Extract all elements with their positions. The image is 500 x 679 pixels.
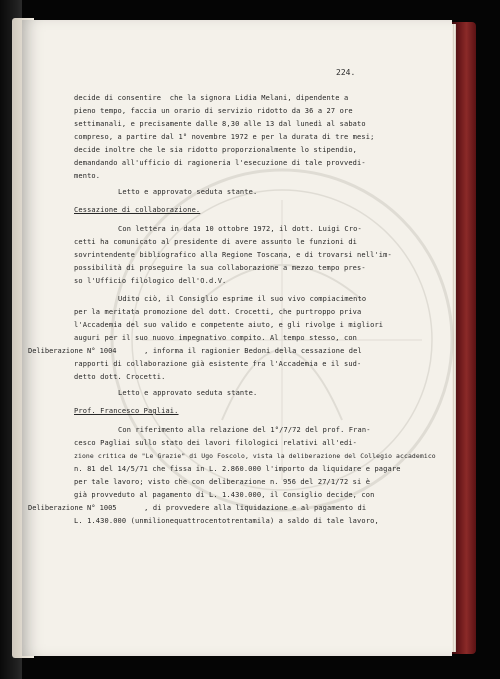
text-line: già provveduto al pagamento di L. 1.430.000, il Consiglio decide, con: [74, 491, 375, 499]
text-line: Udito ciò, il Consiglio esprime il suo vivo compiacimento: [118, 295, 367, 303]
text-line: mento.: [74, 172, 101, 180]
section-heading-cessazione: Cessazione di collaborazione.: [74, 206, 201, 214]
text-line: detto dott. Crocetti.: [74, 373, 166, 381]
section-heading-pagliai: Prof. Francesco Pagliai.: [74, 407, 179, 415]
text-line: cetti ha comunicato al presidente di avere assunto le funzioni di: [74, 238, 358, 246]
text-line: per la meritata promozione del dott. Crocetti, che purtroppo priva: [74, 308, 362, 316]
text-line: possibilità di proseguire la sua collaborazione a mezzo tempo pres-: [74, 264, 366, 272]
text-line: L. 1.430.000 (unmilionequattrocentotrentamila) a saldo di tale lavoro,: [74, 517, 379, 525]
text-line: auguri per il suo nuovo impegnativo compito. Al tempo stesso, con: [74, 334, 358, 342]
text-line: per tale lavoro; visto che con deliberazione n. 956 del 27/1/72 si è: [74, 478, 371, 486]
text-line: n. 81 del 14/5/71 che fissa in L. 2.860.000 l'importo da liquidare e pagare: [74, 465, 401, 473]
text-line: , informa il ragionier Bedoni della cessazione del: [118, 347, 362, 355]
page-number: 224.: [336, 68, 356, 77]
text-line: pieno tempo, faccia un orario di servizio ridotto da 36 a 27 ore: [74, 107, 353, 115]
text-line: so l'Ufficio filologico dell'O.d.V.: [74, 277, 227, 285]
document-page: [22, 20, 452, 656]
text-line: cesco Pagliai sullo stato dei lavori filologici relativi all'edi-: [74, 439, 358, 447]
text-line: l'Accademia del suo valido e competente aiuto, e gli rivolge i migliori: [74, 321, 384, 329]
text-line: Letto e approvato seduta stante.: [118, 188, 258, 196]
text-line: sovrintendente bibliografico alla Regione Toscana, e di trovarsi nell'im-: [74, 251, 392, 259]
text-line: Con riferimento alla relazione del 1°/7/72 del prof. Fran-: [118, 426, 371, 434]
text-line: zione critica de "Le Grazie" di Ugo Foscolo, vista la deliberazione del Collegio accademico: [74, 452, 436, 460]
margin-note-deliberazione-1004: Deliberazione N° 1004: [28, 347, 117, 355]
text-line: rapporti di collaborazione già esistente fra l'Accademia e il sud-: [74, 360, 362, 368]
text-line: demandando all'ufficio di ragioneria l'esecuzione di tale provvedi-: [74, 159, 366, 167]
text-line: settimanali, e precisamente dalle 8,30 alle 13 dal lunedì al sabato: [74, 120, 366, 128]
text-line: decide di consentire che la signora Lidia Melani, dipendente a: [74, 94, 349, 102]
margin-note-deliberazione-1005: Deliberazione N° 1005: [28, 504, 117, 512]
text-line: Letto e approvato seduta stante.: [118, 389, 258, 397]
text-line: , di provvedere alla liquidazione e al pagamento di: [118, 504, 367, 512]
text-line: compreso, a partire dal 1° novembre 1972 e per la durata di tre mesi;: [74, 133, 375, 141]
text-line: Con lettera in data 10 ottobre 1972, il dott. Luigi Cro-: [118, 225, 362, 233]
text-line: decide inoltre che le sia ridotto proporzionalmente lo stipendio,: [74, 146, 358, 154]
